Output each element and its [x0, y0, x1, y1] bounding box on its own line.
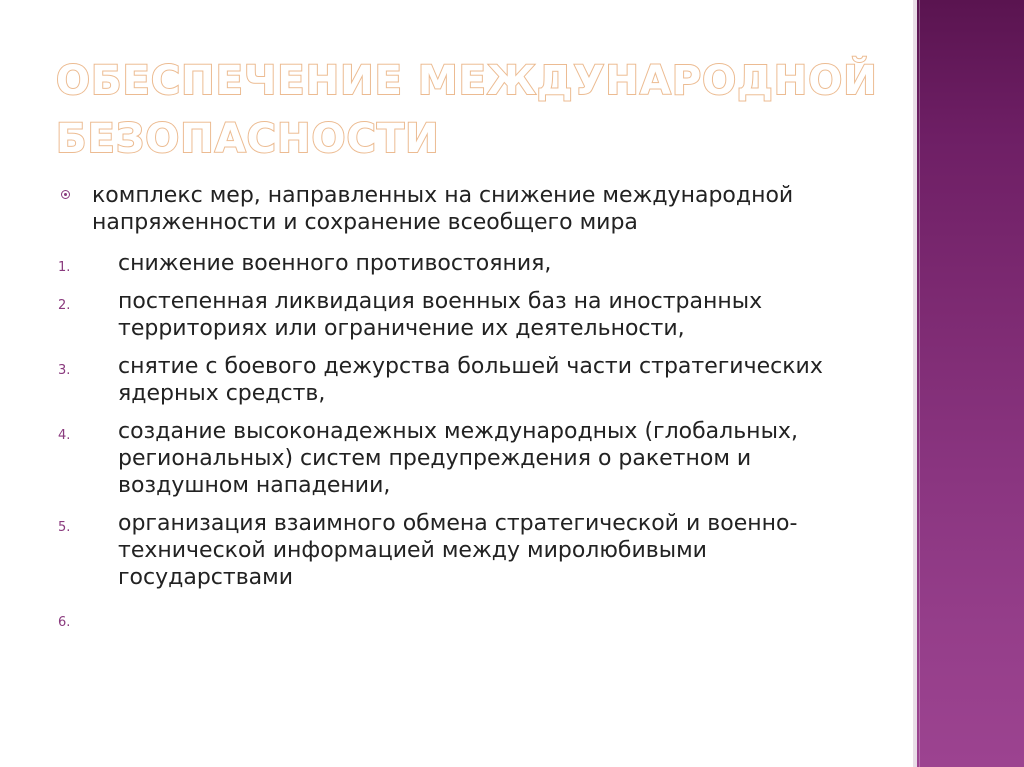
list-item — [56, 605, 856, 632]
circle-bullet-icon — [61, 190, 70, 199]
list-text — [118, 605, 856, 632]
list-text: снижение военного противостояния, — [118, 251, 552, 276]
bullet-text: комплекс мер, направленных на снижение международной напряженности и сохранение всеобщего мира — [92, 183, 794, 235]
list-text: снятие с боевого дежурства большей части стратегических ядерных средств, — [118, 354, 823, 406]
list-number: 5. — [58, 520, 71, 535]
bullet-item — [56, 182, 856, 236]
slide-body — [56, 182, 856, 643]
list-item — [56, 418, 856, 499]
list-number: 1. — [58, 260, 71, 275]
decorative-side-band — [913, 0, 1024, 767]
list-text: создание высоконадежных международных (глобальных, региональных) систем предупреждения о ракетном и воздушном нападении, — [118, 419, 798, 498]
list-text: постепенная ликвидация военных баз на иностранных территориях или ограничение их деятельности, — [118, 289, 763, 341]
list-item — [56, 250, 856, 277]
list-number: 4. — [58, 428, 71, 443]
list-text: организация взаимного обмена стратегической и военно-технической информацией между миролюбивыми государствами — [118, 511, 798, 590]
list-item — [56, 353, 856, 407]
list-number: 2. — [58, 298, 71, 313]
list-number: 3. — [58, 363, 71, 378]
slide-title: ОБЕСПЕЧЕНИЕ МЕЖДУНАРОДНОЙ БЕЗОПАСНОСТИ — [56, 58, 878, 162]
list-item — [56, 288, 856, 342]
list-number: 6. — [58, 615, 71, 630]
list-item — [56, 510, 856, 591]
